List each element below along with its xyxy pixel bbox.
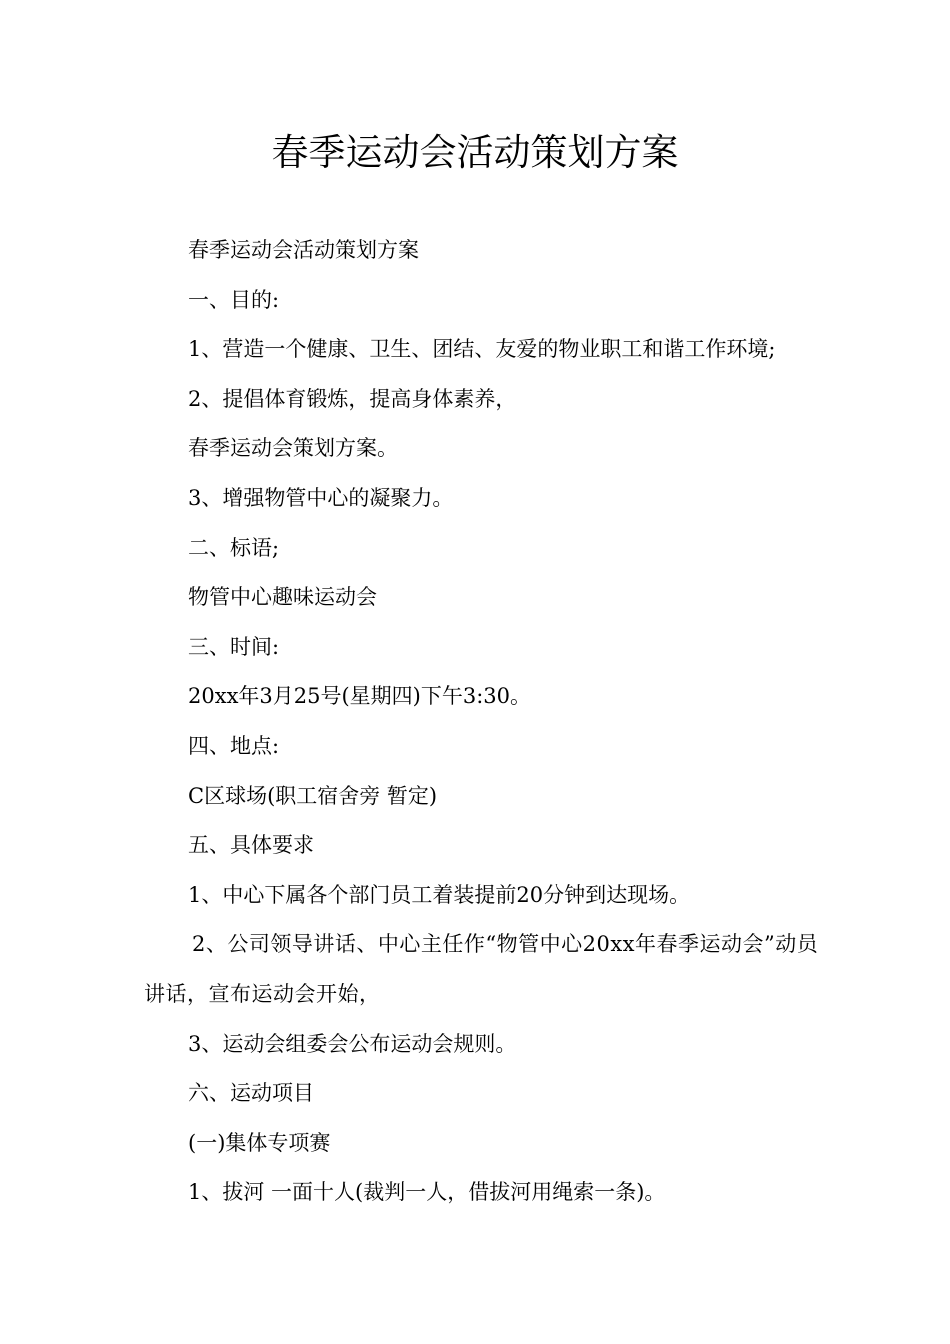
- section-time-heading: 三、时间:: [188, 634, 280, 659]
- requirement-item-1: 1、中心下属各个部门员工着装提前20分钟到达现场。: [188, 882, 691, 907]
- purpose-item-2: 2、提倡体育锻炼，提高身体素养，: [188, 386, 517, 411]
- document-body: [144, 226, 824, 1218]
- time-text: 20xx年3月25号(星期四)下午3:30。: [188, 684, 532, 709]
- paragraph-text: 春季运动会策划方案。: [188, 436, 398, 461]
- event-item-1: 1、拔河 一面十人(裁判一人，借拔河用绳索一条)。: [188, 1180, 666, 1205]
- slogan-text: 物管中心趣味运动会: [188, 585, 377, 610]
- location-text: C区球场(职工宿舍旁 暂定): [188, 783, 438, 808]
- requirement-item-2: 2、公司领导讲话、中心主任作“物管中心20xx年春季运动会”动员讲话，宣布运动会开始，: [144, 932, 819, 1006]
- paragraph-heading: 春季运动会活动策划方案: [188, 238, 419, 262]
- section-events-heading: 六、运动项目: [188, 1081, 314, 1106]
- section-slogan-heading: 二、标语;: [188, 535, 280, 560]
- section-purpose-heading: 一、目的:: [188, 287, 280, 312]
- document-title: 春季运动会活动策划方案: [271, 131, 679, 174]
- purpose-item-1: 1、营造一个健康、卫生、团结、友爱的物业职工和谐工作环境;: [188, 337, 776, 362]
- purpose-item-3: 3、增强物管中心的凝聚力。: [188, 485, 454, 510]
- section-location-heading: 四、地点:: [188, 733, 280, 758]
- events-subheading-group: (一)集体专项赛: [188, 1130, 331, 1155]
- section-requirements-heading: 五、具体要求: [188, 833, 314, 858]
- requirement-item-3: 3、运动会组委会公布运动会规则。: [188, 1031, 517, 1056]
